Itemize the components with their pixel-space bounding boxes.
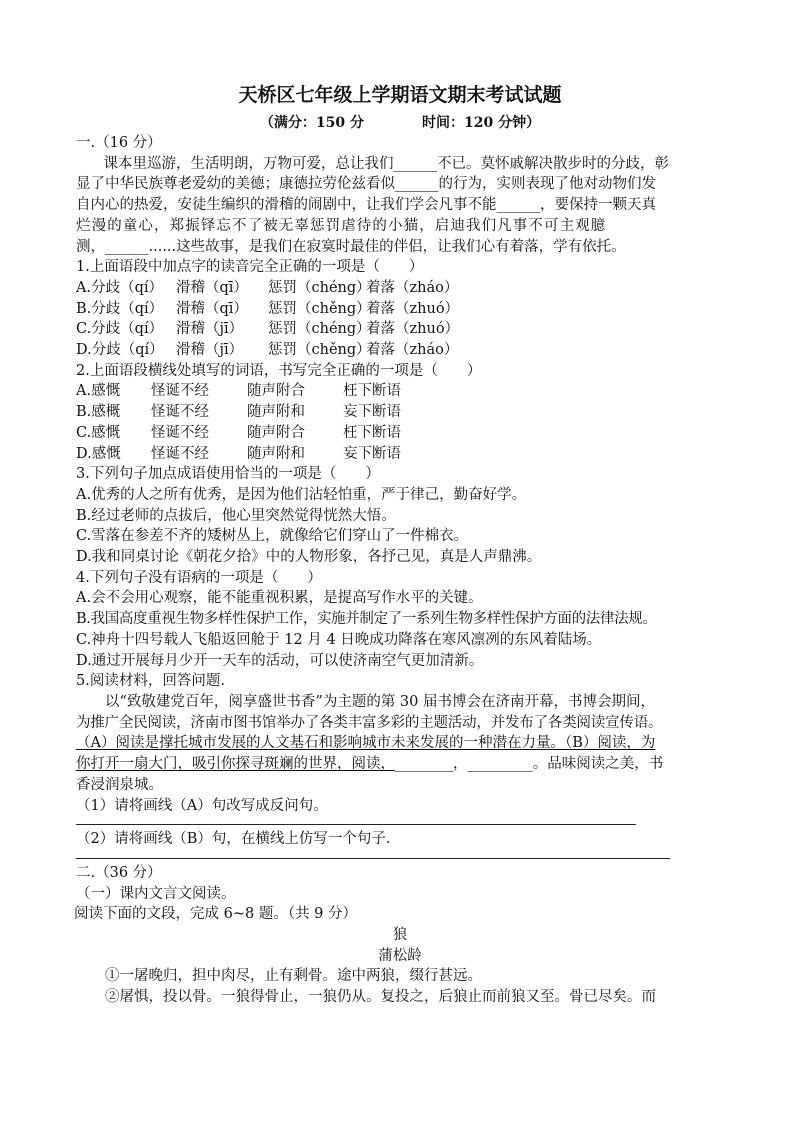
- option-cell: 滑稽（qī）: [176, 279, 248, 296]
- question-2-stem: 2.上面语段横线处填写的词语，书写完全正确的一项是（ ）: [76, 362, 482, 379]
- question-3-stem: 3.下列句子加点成语使用恰当的一项是（ ）: [76, 466, 380, 483]
- option-cell: D.分歧（qí）: [76, 342, 164, 359]
- material-underlined-line: [76, 733, 724, 754]
- option-cell: 怪诞不经: [151, 383, 209, 400]
- option-row: [76, 402, 724, 423]
- exam-title: 天桥区七年级上学期语文期末考试试题: [238, 84, 562, 106]
- passage-line: 显了中华民族尊老爱幼的美德；康德拉劳伦兹看似______的行为，实则表现了他对动物们发: [76, 176, 656, 193]
- question-5-stem: 5.阅读材料，回答问题.: [76, 673, 225, 690]
- material-paragraph-line: 为推广全民阅读，济南市图书馆举办了各类丰富多彩的主题活动，并发布了各类阅读宣传语。: [76, 714, 663, 731]
- answer-line-2[interactable]: [76, 850, 670, 859]
- option-row: [76, 444, 724, 465]
- text-line-1: ①一屠晚归，担中肉尽，止有剩骨。途中两狼，缀行甚远。: [105, 968, 482, 985]
- section-two-part-one: （一）课内文言文阅读。: [76, 885, 236, 902]
- option-row: [76, 340, 724, 361]
- option-row: [76, 423, 724, 444]
- text-author: 蒲松龄: [378, 947, 422, 964]
- option-row: [76, 381, 724, 402]
- passage-line: 烂漫的童心，郑振铎忘不了被无辜惩罚虐待的小猫，启迪我们凡事不可主观臆: [76, 217, 607, 234]
- option-cell: 惩罚（chěng）: [268, 300, 371, 317]
- question-2-options: [76, 381, 724, 464]
- option-cell: 着落（zháo）: [366, 279, 459, 296]
- option-cell: C.分歧（qí）: [76, 321, 164, 338]
- option-cell: 着落（zhuó）: [366, 300, 460, 317]
- option-cell: A.分歧（qí）: [76, 279, 163, 296]
- option-row: [76, 299, 724, 320]
- text-title: 狼: [392, 927, 408, 944]
- option-cell: 怪诞不经: [151, 404, 209, 421]
- option-cell: 着落（zháo）: [366, 342, 459, 359]
- passage-line: 自内心的热爱，安徒生编织的滑稽的闹剧中，让我们学会凡事不能______，要保持一颗天真: [76, 197, 656, 214]
- sub-question-2: （2）请将画线（B）句，在横线上仿写一个句子.: [76, 831, 391, 848]
- option-cell: C.感慨: [76, 424, 121, 441]
- section-two-heading: 二.（36 分）: [76, 864, 162, 881]
- option-cell: 滑稽（qī）: [176, 300, 248, 317]
- question-4-stem: 4.下列句子没有语病的一项是（ ）: [76, 569, 322, 586]
- blank-separator: ，: [453, 756, 468, 773]
- question-3-option-c: C.雪落在参差不齐的矮树丛上，就像给它们穿山了一件棉衣。: [76, 528, 469, 545]
- full-score: （满分：150 分: [259, 115, 364, 131]
- material-underlined-line: [76, 754, 724, 775]
- exam-time: 时间：120 分钟）: [422, 115, 541, 131]
- section-one-heading: 一.（16 分）: [76, 135, 162, 151]
- option-cell: 随声附和: [247, 404, 305, 421]
- answer-line-1[interactable]: [76, 816, 636, 825]
- question-3-option-a: A.优秀的人之所有优秀，是因为他们沾轻怕重，严于律己，勤奋好学。: [76, 486, 527, 503]
- option-cell: 随声附和: [247, 445, 305, 462]
- material-paragraph-line: 以“致敬建党百年，阅享盛世书香”为主题的第 30 届书博会在济南开幕，书博会期间，: [105, 693, 655, 710]
- question-3-option-d: D.我和同桌讨论《朝花夕拾》中的人物形象，各抒己见，真是人声鼎沸。: [76, 549, 542, 566]
- option-cell: 枉下断语: [343, 424, 401, 441]
- option-cell: A.感慨: [76, 383, 121, 400]
- option-row: [76, 278, 724, 299]
- question-4-option-d: D.通过开展每月少开一天车的活动，可以使济南空气更加清新。: [76, 652, 484, 669]
- option-cell: 枉下断语: [343, 383, 401, 400]
- option-cell: 惩罚（chéng）: [268, 321, 371, 338]
- question-4-option-b: B.我国高度重视生物多样性保护工作，实施并制定了一系列生物多样性保护方面的法律法规。: [76, 611, 657, 628]
- option-cell: 随声附合: [247, 424, 305, 441]
- underlined-sentence-a: （A）阅读是撑托城市发展的人文基石和影响城市未来发展的一种潜在力量。: [76, 735, 565, 752]
- section-two-instruction: 阅读下面的文段，完成 6~8 题。（共 9 分）: [74, 906, 358, 923]
- option-cell: 怪诞不经: [151, 424, 209, 441]
- underlined-sentence-b: 你打开一扇大门，吸引你探寻斑斓的世界，阅读，: [76, 756, 395, 773]
- material-last-line: 香浸润泉城。: [76, 776, 163, 793]
- option-cell: 滑稽（jī）: [176, 321, 244, 338]
- option-row: [76, 319, 724, 340]
- option-cell: 怪诞不经: [151, 445, 209, 462]
- option-cell: 随声附合: [247, 383, 305, 400]
- underlined-sentence-b-head: （B）阅读，为: [564, 735, 656, 752]
- question-4-option-c: C.神舟十四号载人飞船返回舱于 12 月 4 日晚成功降落在寒风凛冽的东风着陆场。: [76, 631, 602, 648]
- option-cell: 妄下断语: [343, 404, 401, 421]
- section-one-passage: [76, 154, 724, 258]
- option-cell: 妄下断语: [343, 445, 401, 462]
- option-cell: B.感概: [76, 404, 121, 421]
- question-4-option-a: A.会不会用心观察，能不能重视积累，是提高写作水平的关键。: [76, 590, 483, 607]
- option-cell: 惩罚（chéng）: [268, 279, 371, 296]
- option-cell: 着落（zhuó）: [366, 321, 460, 338]
- option-cell: D.感慨: [76, 445, 121, 462]
- question-1-options: [76, 278, 724, 361]
- question-1-stem: 1.上面语段中加点字的读音完全正确的一项是（ ）: [76, 259, 424, 276]
- question-3-option-b: B.经过老师的点拔后，他心里突然觉得恍然大悟。: [76, 507, 396, 524]
- answer-blank-1[interactable]: ________: [395, 756, 453, 773]
- option-cell: 惩罚（chěng）: [268, 342, 371, 359]
- sub-question-1: （1）请将画线（A）句改写成反问句。: [76, 797, 328, 814]
- passage-line: 测，______......这些故事，是我们在寂寞时最佳的伴侣，让我们心有着落，学有依托。: [76, 238, 626, 255]
- answer-blank-2[interactable]: _________: [467, 756, 533, 773]
- passage-line: 课本里巡游，生活明朗，万物可爱，总让我们______不已。莫怀戚解决散步时的分歧，彰: [103, 155, 670, 172]
- exam-subtitle: [76, 113, 724, 133]
- text-line-2: ②屠惧，投以骨。一狼得骨止，一狼仍从。复投之，后狼止而前狼又至。骨已尽矣。而: [105, 989, 656, 1006]
- exam-page: [76, 82, 724, 1008]
- material-tail-text: 。品味阅读之美，书: [532, 756, 664, 773]
- option-cell: B.分歧（qí）: [76, 300, 164, 317]
- option-cell: 滑稽（jī）: [176, 342, 244, 359]
